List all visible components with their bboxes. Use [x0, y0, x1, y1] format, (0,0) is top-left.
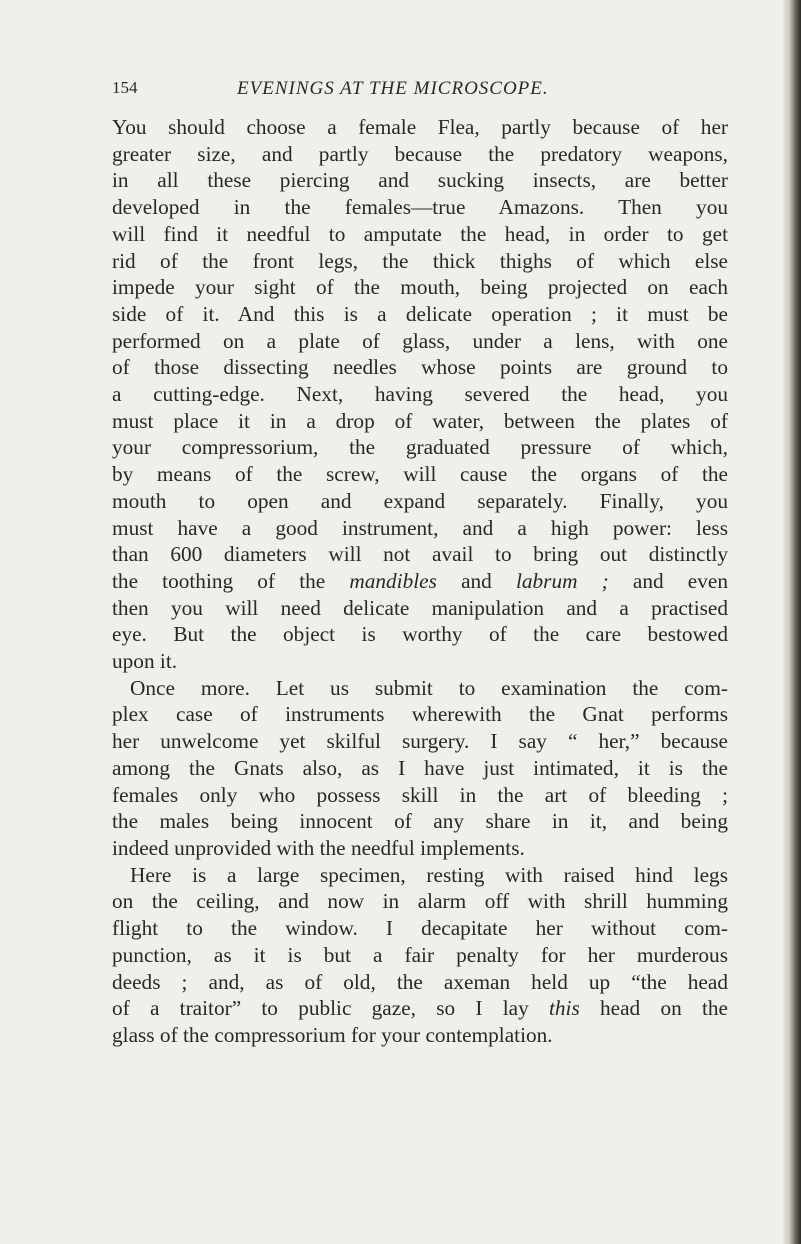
text-line: your compressorium, the graduated pressure of which,: [112, 435, 728, 460]
text-line: indeed unprovided with the needful implements.: [112, 835, 525, 860]
italic-term: mandibles: [349, 568, 437, 593]
text-line: must have a good instrument, and a high power: less: [112, 515, 728, 540]
text-line: plex case of instruments wherewith the Gnat performs: [112, 702, 728, 727]
text-line: her unwelcome yet skilful surgery. I say “ her,” because: [112, 729, 728, 754]
text-line: than 600 diameters will not avail to bring out distinctly: [112, 542, 728, 567]
text-line-with-italics: [112, 568, 728, 595]
text-line: a cutting-edge. Next, having severed the head, you: [112, 382, 728, 407]
text-line: Once more. Let us submit to examination the com-: [130, 675, 728, 700]
text-line: developed in the females—true Amazons. Then you: [112, 195, 728, 220]
page-number: 154: [112, 78, 138, 97]
text-run: and even: [608, 568, 728, 593]
text-line: mouth to open and expand separately. Finally, you: [112, 488, 728, 513]
text-line: punction, as it is but a fair penalty for her murderous: [112, 942, 728, 967]
italic-term: this: [548, 996, 580, 1021]
text-line: the males being innocent of any share in it, and being: [112, 809, 728, 834]
text-line: among the Gnats also, as I have just intimated, it is the: [112, 755, 728, 780]
text-run: of a traitor” to public gaze, so I lay: [112, 996, 549, 1021]
text-line: Here is a large specimen, resting with raised hind legs: [130, 862, 728, 887]
text-line: females only who possess skill in the art of bleeding ;: [112, 782, 728, 807]
body-text: [112, 114, 728, 1049]
running-header: [112, 78, 732, 108]
text-line: eye. But the object is worthy of the care bestowed: [112, 622, 728, 647]
text-line: glass of the compressorium for your contemplation.: [112, 1022, 553, 1047]
text-line: upon it.: [112, 649, 178, 674]
text-line: impede your sight of the mouth, being projected on each: [112, 275, 728, 300]
text-line: by means of the screw, will cause the organs of the: [112, 462, 728, 487]
text-run: the toothing of the: [112, 568, 350, 593]
running-title: EVENINGS AT THE MICROSCOPE.: [237, 78, 549, 99]
text-line-with-italics: [112, 995, 728, 1022]
text-line: deeds ; and, as of old, the axeman held up “the head: [112, 969, 728, 994]
text-line: greater size, and partly because the predatory weapons,: [112, 141, 728, 166]
text-line: of those dissecting needles whose points are ground to: [112, 355, 728, 380]
text-run: head on the: [579, 996, 728, 1021]
page-edge: [783, 0, 801, 1244]
text-line: flight to the window. I decapitate her without com-: [112, 916, 728, 941]
text-line: in all these piercing and sucking insects, are better: [112, 168, 728, 193]
text-line: rid of the front legs, the thick thighs of which else: [112, 248, 728, 273]
text-line: on the ceiling, and now in alarm off with shrill humming: [112, 889, 728, 914]
text-line: performed on a plate of glass, under a lens, with one: [112, 328, 728, 353]
text-line: You should choose a female Flea, partly because of her: [112, 115, 728, 139]
text-run: and: [436, 568, 516, 593]
italic-term: labrum ;: [515, 568, 609, 593]
text-line: side of it. And this is a delicate operation ; it must be: [112, 301, 728, 326]
text-line: then you will need delicate manipulation and a practised: [112, 595, 728, 620]
text-line: will find it needful to amputate the head, in order to get: [112, 221, 728, 246]
text-line: must place it in a drop of water, between the plates of: [112, 408, 728, 433]
